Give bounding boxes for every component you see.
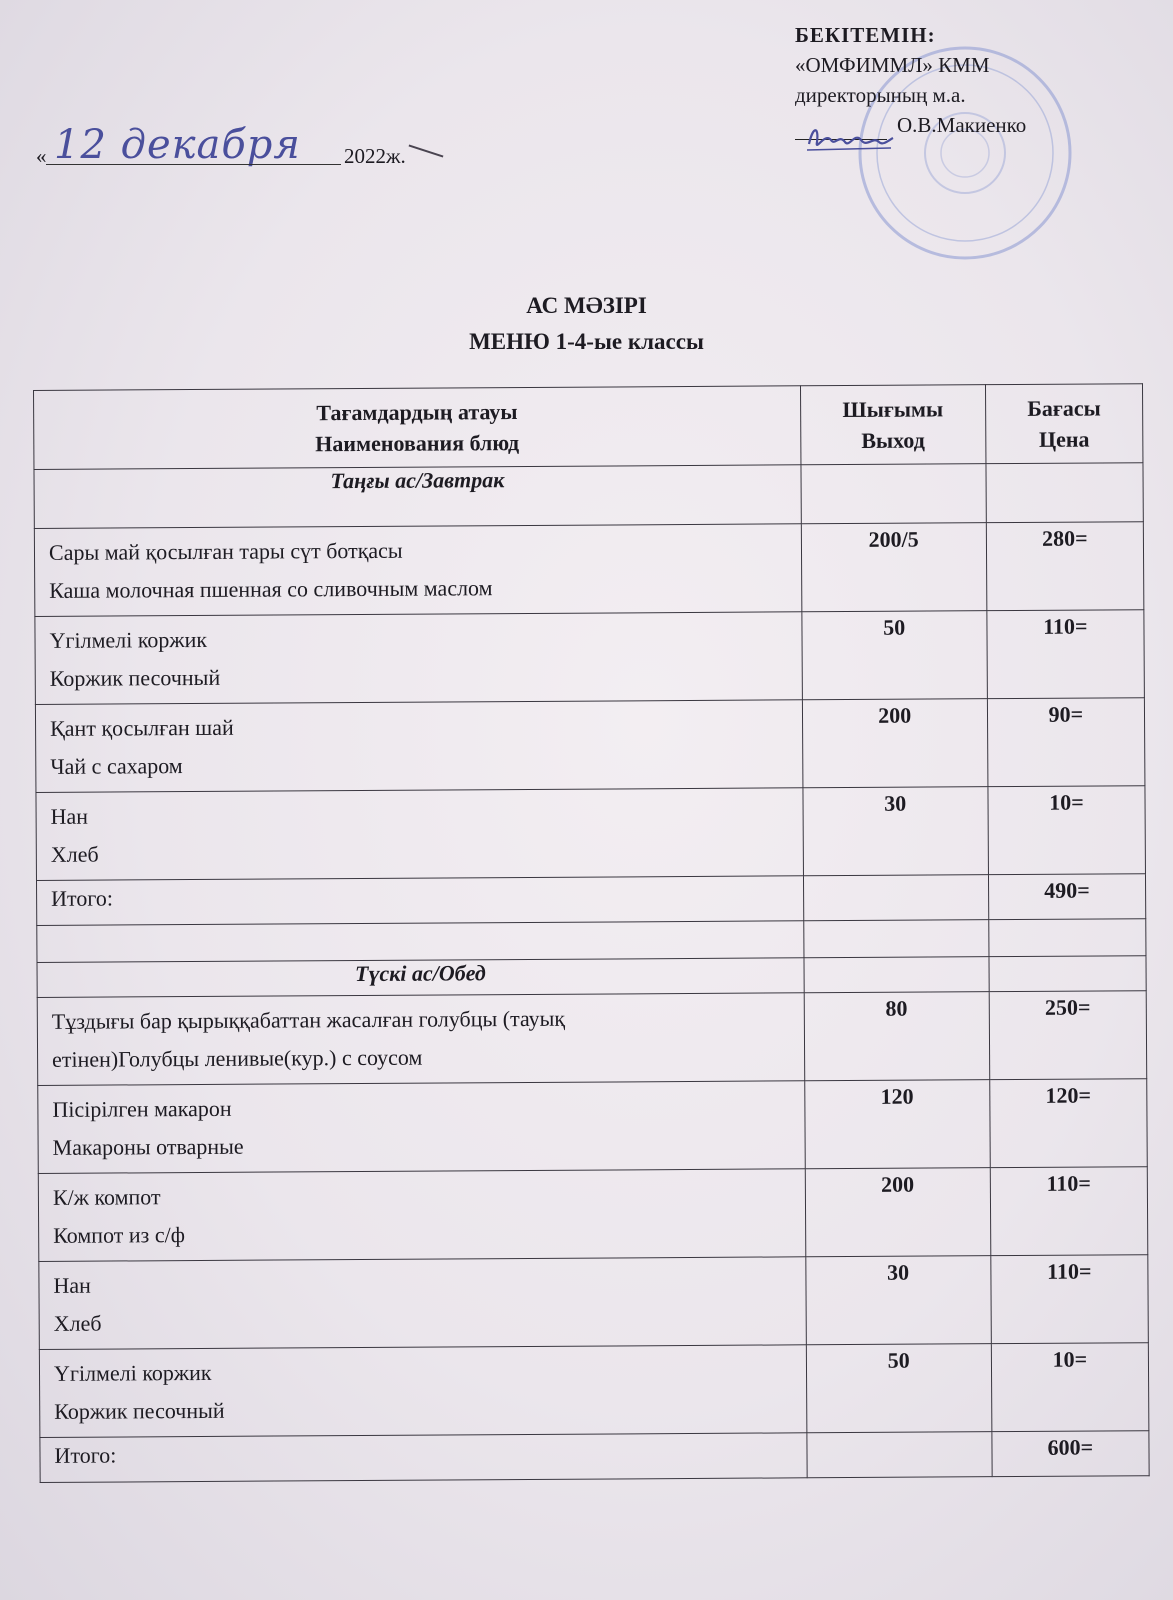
table-row: [37, 991, 1147, 1086]
dish-price: 10=: [988, 786, 1146, 875]
approval-org: «ОМФИММЛ» КММ: [795, 53, 990, 77]
total-label: Итого:: [40, 1433, 807, 1483]
menu-table: [33, 383, 1150, 1483]
table-row: [34, 522, 1144, 617]
date-underline: [46, 164, 341, 165]
dish-name: Нан Хлеб: [36, 788, 803, 881]
table-row: [35, 698, 1145, 793]
header-yield: [800, 385, 986, 465]
header-price-ru: Цена: [1038, 426, 1090, 452]
dish-price: 10=: [991, 1343, 1149, 1432]
dish-name: Қант қосылған шай Чай с сахаром: [35, 700, 802, 793]
date-year: 2022ж.: [344, 144, 406, 168]
total-price: 600=: [992, 1431, 1149, 1477]
dish-name: Пісірілген макарон Макароны отварные: [38, 1081, 805, 1174]
dish-price: 120=: [990, 1079, 1148, 1168]
section-title: Түскі ас/Обед: [37, 958, 804, 998]
dish-name: Үгілмелі коржик Коржик песочный: [35, 612, 802, 705]
table-row: [39, 1343, 1149, 1438]
dish-name: Үгілмелі коржик Коржик песочный: [39, 1345, 806, 1438]
dish-price: 110=: [990, 1167, 1148, 1256]
dish-yield: 200: [802, 699, 988, 788]
approval-name: О.В.Макиенко: [897, 113, 1027, 137]
table-row: [35, 610, 1145, 705]
header-yield-kz: Шығымы: [842, 396, 944, 423]
header-name-ru: Наименования блюд: [315, 430, 520, 457]
total-label: Итого:: [36, 876, 803, 926]
dish-yield: 50: [806, 1344, 992, 1433]
dish-yield: 80: [804, 992, 990, 1081]
header-name-kz: Тағамдардың атауы: [316, 399, 518, 426]
dish-name: Тұздығы бар қырыққабаттан жасалған голубцы (тауық етінен)Голубцы ленивые(кур.) с соусом: [37, 993, 804, 1086]
dish-price: 280=: [986, 522, 1144, 611]
approval-title: БЕКІТЕМІН:: [795, 23, 936, 47]
dish-name: Нан Хлеб: [39, 1257, 806, 1350]
dish-name: К/ж компот Компот из с/ф: [38, 1169, 805, 1262]
director-signature: [805, 122, 895, 156]
dish-yield: 200: [805, 1168, 991, 1257]
table-header: [34, 384, 1143, 470]
section-breakfast: [34, 463, 1143, 529]
approval-role: директорының м.а.: [795, 83, 966, 107]
breakfast-total-row: [36, 874, 1145, 926]
handwritten-date: 12 декабря: [54, 122, 301, 168]
dish-price: 110=: [991, 1255, 1149, 1344]
table-row: [39, 1255, 1149, 1350]
menu-title-kz: АС МӘЗІРІ: [526, 293, 647, 318]
header-price: [985, 384, 1143, 464]
table-row: [38, 1079, 1148, 1174]
pen-mark: [409, 144, 444, 157]
header-name: [34, 386, 801, 470]
header-yield-ru: Выход: [861, 427, 925, 453]
dish-yield: 200/5: [801, 523, 987, 612]
lunch-total-row: [40, 1431, 1149, 1483]
date-open-quote: «: [36, 144, 47, 168]
dish-name: Сары май қосылған тары сүт ботқасы Каша молочная пшенная со сливочным маслом: [34, 524, 801, 617]
table-row: [36, 786, 1146, 881]
dish-price: 250=: [989, 991, 1147, 1080]
section-title: Таңғы ас/Завтрак: [34, 465, 801, 529]
dish-yield: 30: [805, 1256, 991, 1345]
menu-title-ru: МЕНЮ 1-4-ые классы: [469, 329, 704, 354]
total-price: 490=: [988, 874, 1145, 920]
header-price-kz: Бағасы: [1027, 395, 1101, 421]
dish-yield: 50: [801, 611, 987, 700]
dish-price: 90=: [987, 698, 1145, 787]
dish-yield: 120: [804, 1080, 990, 1169]
dish-price: 110=: [987, 610, 1145, 699]
dish-yield: 30: [803, 787, 989, 876]
table-row: [38, 1167, 1148, 1262]
